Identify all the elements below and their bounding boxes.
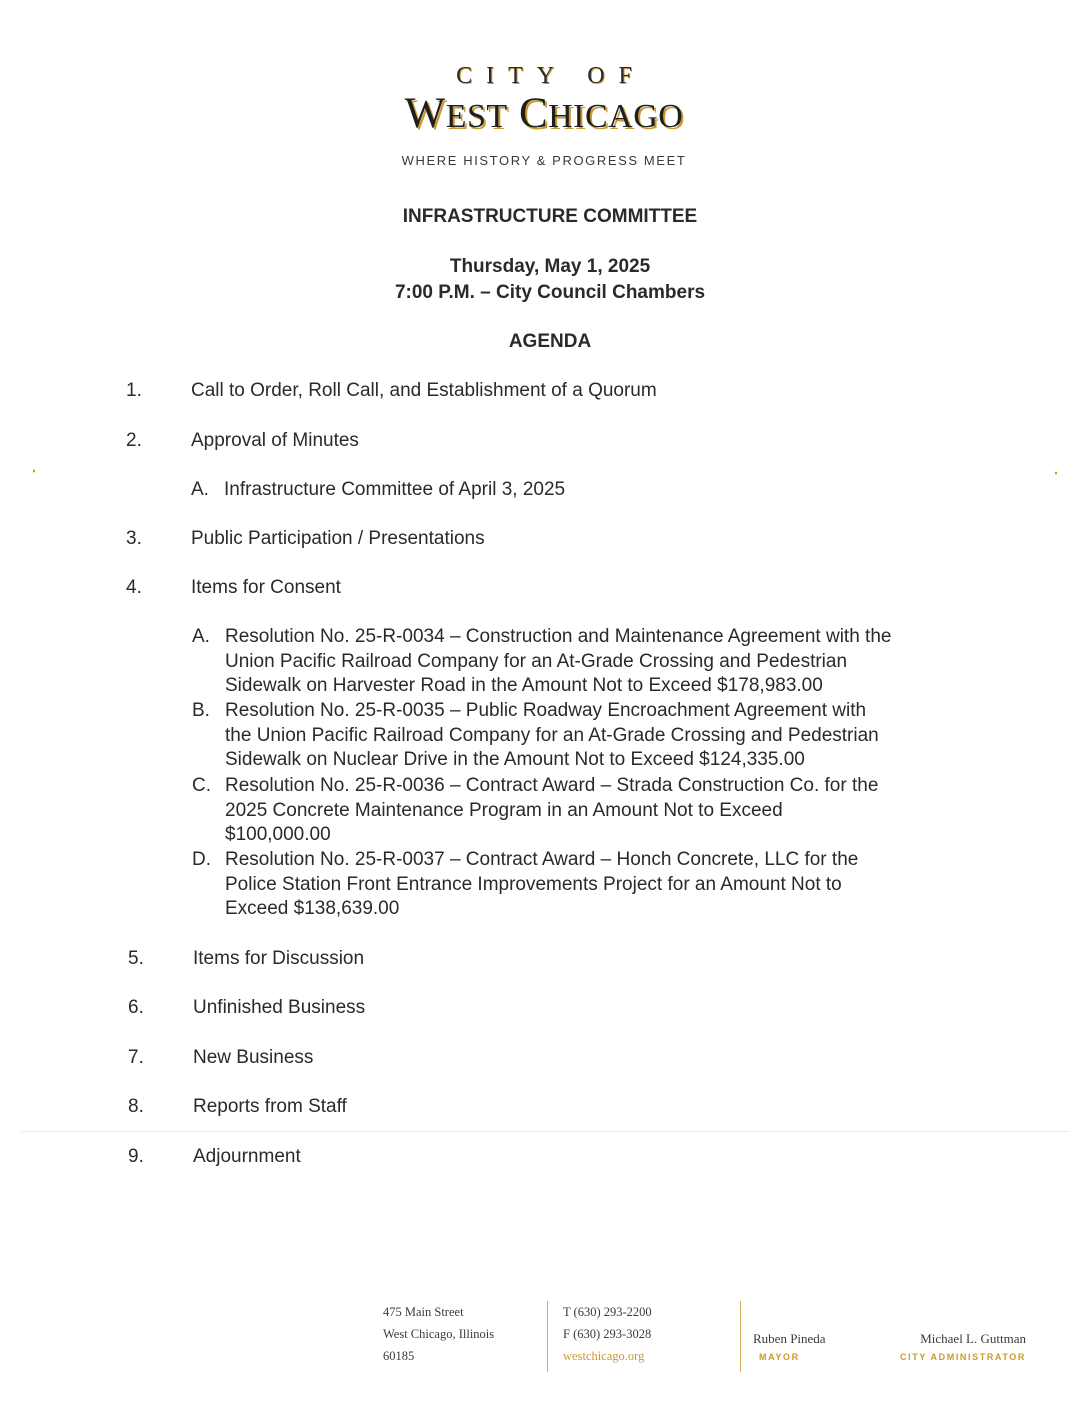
administrator-name: Michael L. Guttman (920, 1331, 1026, 1346)
logo-hicago: HICAGO (548, 98, 684, 135)
footer-separator (740, 1301, 741, 1372)
subitem-text: Infrastructure Committee of April 3, 2025 (224, 479, 566, 500)
fax-number: F (630) 293-3028 (563, 1327, 652, 1341)
agenda-item-label: Reports from Staff (193, 1096, 347, 1117)
subitem-line: Resolution No. 25-R-0036 – Contract Award – Strada Construction Co. for the (225, 775, 879, 796)
address-line: 60185 (383, 1349, 415, 1363)
agenda-item-number: 7. (128, 1047, 144, 1068)
subitem-line: Sidewalk on Nuclear Drive in the Amount Not to Exceed $124,335.00 (225, 749, 805, 771)
margin-mark-left (32, 468, 36, 474)
agenda-item-number: 9. (128, 1146, 144, 1167)
agenda-item-number: 4. (126, 577, 142, 598)
subitem-line: Exceed $138,639.00 (225, 898, 400, 920)
footer-administrator (900, 1330, 1026, 1366)
agenda-item-number: 3. (126, 528, 142, 549)
logo-west-chicago (0, 90, 1088, 141)
agenda-item-label: Call to Order, Roll Call, and Establishment of a Quorum (191, 380, 657, 401)
agenda-item-label: Adjournment (193, 1146, 301, 1167)
subitem-letter: D. (192, 849, 211, 870)
subitem-line: Sidewalk on Harvester Road in the Amount Not to Exceed $178,983.00 (225, 675, 823, 697)
logo-city-of: CITY OF (456, 63, 646, 89)
agenda-item-label: Items for Consent (191, 577, 341, 598)
agenda-item-number: 8. (128, 1096, 144, 1117)
meeting-date: Thursday, May 1, 2025 (449, 256, 651, 277)
agenda-item-number: 6. (128, 997, 144, 1018)
committee-title: INFRASTRUCTURE COMMITTEE (402, 206, 698, 227)
agenda-item-label: Items for Discussion (193, 948, 365, 969)
agenda-item-label: Approval of Minutes (191, 430, 359, 451)
address-line: 475 Main Street (383, 1305, 464, 1319)
logo-c: C (518, 90, 549, 137)
subitem-line: $100,000.00 (225, 824, 331, 846)
mayor-name: Ruben Pineda (753, 1331, 826, 1346)
subitem-line: the Union Pacific Railroad Company for an At-Grade Crossing and Pedestrian (225, 724, 879, 746)
subitem-letter: A. (192, 626, 210, 647)
subitem-line: Resolution No. 25-R-0034 – Construction and Maintenance Agreement with the (225, 626, 892, 647)
tagline: WHERE HISTORY & PROGRESS MEET (401, 153, 687, 168)
agenda-item-number: 2. (126, 430, 142, 451)
subitem-line: Union Pacific Railroad Company for an At-Grade Crossing and Pedestrian (225, 650, 848, 672)
website-link[interactable]: westchicago.org (563, 1349, 645, 1363)
mayor-title: MAYOR (759, 1352, 800, 1362)
divider (20, 1131, 1070, 1132)
subitem-line: Resolution No. 25-R-0037 – Contract Award – Honch Concrete, LLC for the (225, 849, 859, 870)
agenda-item-number: 5. (128, 948, 144, 969)
meeting-time-place: 7:00 P.M. – City Council Chambers (394, 282, 706, 303)
footer-separator (547, 1301, 548, 1372)
agenda-item-number: 1. (126, 380, 142, 401)
subitem-line: Resolution No. 25-R-0035 – Public Roadway Encroachment Agreement with (225, 700, 867, 721)
footer-address (383, 1301, 494, 1367)
subitem-letter: C. (192, 775, 211, 796)
logo-est: EST (445, 98, 508, 135)
logo-w: W (404, 90, 446, 137)
subitem-line: Police Station Front Entrance Improvements Project for an Amount Not to (225, 873, 842, 895)
footer-contact (563, 1301, 652, 1367)
agenda-title: AGENDA (508, 331, 592, 352)
subitem-line: 2025 Concrete Maintenance Program in an Amount Not to Exceed (225, 799, 783, 821)
margin-mark-right (1054, 470, 1058, 476)
phone-number: T (630) 293-2200 (563, 1305, 652, 1319)
agenda-item-label: New Business (193, 1047, 314, 1068)
agenda-item-label: Unfinished Business (193, 997, 366, 1018)
agenda-item-label: Public Participation / Presentations (191, 528, 485, 549)
footer-mayor (753, 1330, 826, 1366)
subitem-letter: A. (191, 479, 209, 500)
subitem-letter: B. (192, 700, 210, 721)
administrator-title: CITY ADMINISTRATOR (900, 1352, 1026, 1362)
letterhead (0, 62, 1088, 168)
address-line: West Chicago, Illinois (383, 1327, 495, 1341)
